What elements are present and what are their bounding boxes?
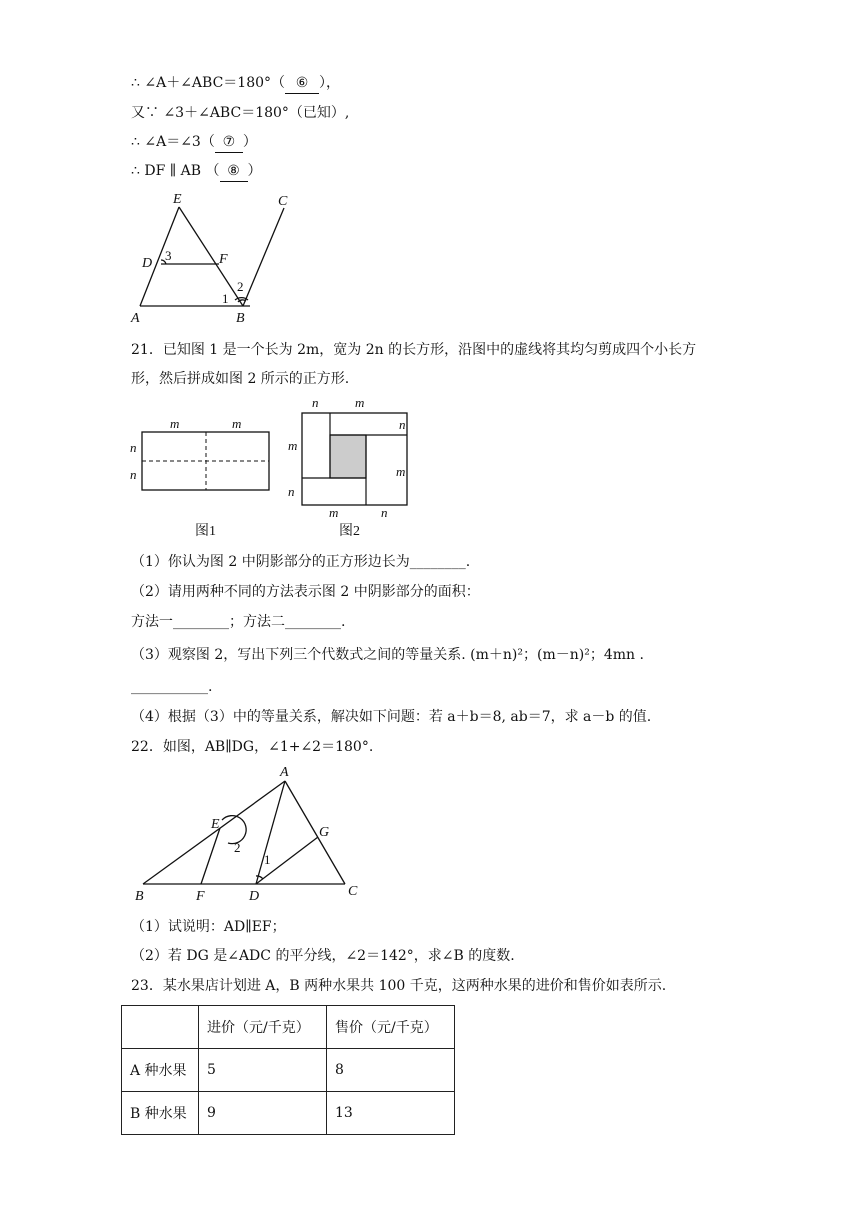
fig2-label-m-bottom: m bbox=[329, 505, 339, 520]
label-E: E bbox=[173, 192, 182, 207]
label-F: F bbox=[196, 889, 205, 902]
fig2-label-n-bottom: n bbox=[381, 505, 388, 520]
proof-line-2: 又∵ ∠3＋∠ABC＝180°（已知）, bbox=[131, 105, 350, 121]
q23-stem: 23．某水果店计划进 A，B 两种水果共 100 千克，这两种水果的进价和售价如表所示. bbox=[131, 978, 667, 994]
label-F: F bbox=[219, 252, 228, 267]
fig2-caption: 图2 bbox=[339, 524, 360, 539]
q21-part-3: （3）观察图 2，写出下列三个代数式之间的等量关系. (m＋n)²；(m－n)²；4mn . bbox=[131, 647, 644, 663]
fig1-label-n-bottom: n bbox=[130, 467, 137, 482]
q22-stem: 22．如图，AB∥DG，∠1+∠2＝180°. bbox=[131, 739, 374, 755]
fig1-label-n-top: n bbox=[130, 440, 137, 455]
proof-line-4 bbox=[131, 161, 262, 182]
proof-blank-8: ⑧ bbox=[220, 161, 248, 182]
q21-part-3-blank: ___________. bbox=[131, 679, 213, 695]
fig2-label-n-top: n bbox=[312, 395, 319, 410]
fig2-label-m-top: m bbox=[355, 395, 365, 410]
label-D: D bbox=[249, 889, 260, 902]
proof-line-1-post: ）， bbox=[319, 75, 341, 91]
table-cell: 8 bbox=[327, 1049, 455, 1092]
q21-part-4: （4）根据（3）中的等量关系，解决如下问题：若 a＋b＝8, ab＝7，求 a－b 的值. bbox=[131, 709, 652, 725]
fig1-label-m-right: m bbox=[232, 416, 242, 431]
proof-line-3-pre: ∴ ∠A＝∠3（ bbox=[131, 134, 215, 150]
q21-part-1: （1）你认为图 2 中阴影部分的正方形边长为________. bbox=[131, 554, 471, 570]
segment-EF bbox=[201, 828, 220, 884]
label-angle-3: 3 bbox=[165, 248, 172, 263]
segment-EB bbox=[179, 207, 243, 306]
label-C: C bbox=[348, 884, 358, 899]
table-cell: A 种水果 bbox=[122, 1049, 199, 1092]
proof-line-4-post: ） bbox=[247, 163, 262, 179]
label-C: C bbox=[278, 194, 288, 209]
label-angle-2: 2 bbox=[237, 279, 244, 294]
fig2-shaded-square bbox=[330, 435, 366, 478]
label-E: E bbox=[211, 817, 220, 832]
label-G: G bbox=[319, 825, 330, 840]
fig2-label-m-left: m bbox=[288, 438, 298, 453]
table-header-cell: 进价（元/千克） bbox=[199, 1006, 327, 1049]
figure-q20 bbox=[125, 188, 305, 328]
fig1-caption: 图1 bbox=[195, 524, 216, 539]
segment-BA bbox=[143, 781, 285, 884]
fig2-label-n-left: n bbox=[288, 484, 295, 499]
label-angle-1: 1 bbox=[264, 852, 271, 867]
fig1-label-m-left: m bbox=[170, 416, 180, 431]
q22-part-1: （1）试说明：AD∥EF； bbox=[131, 919, 286, 935]
table-header-cell: 售价（元/千克） bbox=[327, 1006, 455, 1049]
table-cell: B 种水果 bbox=[122, 1092, 199, 1135]
price-table bbox=[121, 1005, 455, 1135]
segment-AD bbox=[256, 781, 285, 884]
segment-AC bbox=[285, 781, 345, 884]
label-B: B bbox=[236, 311, 245, 326]
table-header-row bbox=[122, 1006, 455, 1049]
proof-blank-6: ⑥ bbox=[285, 73, 319, 94]
table-header-cell bbox=[122, 1006, 199, 1049]
segment-BC bbox=[243, 208, 284, 306]
label-angle-2: 2 bbox=[234, 840, 241, 855]
table-row bbox=[122, 1092, 455, 1135]
q21-part-2-methods: 方法一________；方法二________. bbox=[131, 614, 346, 630]
proof-line-4-pre: ∴ DF ∥ AB （ bbox=[131, 163, 220, 179]
label-A: A bbox=[280, 765, 289, 780]
fig2-label-n-right: n bbox=[399, 417, 406, 432]
fig2-label-m-right: m bbox=[396, 464, 406, 479]
q21-stem-line-2: 形，然后拼成如图 2 所示的正方形. bbox=[131, 371, 350, 387]
figure-q21 bbox=[125, 392, 425, 542]
label-D: D bbox=[142, 256, 153, 271]
proof-line-3 bbox=[131, 132, 257, 153]
proof-line-1 bbox=[131, 73, 340, 94]
label-angle-1: 1 bbox=[222, 291, 229, 306]
q21-stem-line-1: 21．已知图 1 是一个长为 2m，宽为 2n 的长方形，沿图中的虚线将其均匀剪成四个小长方 bbox=[131, 342, 697, 358]
table-cell: 13 bbox=[327, 1092, 455, 1135]
proof-blank-7: ⑦ bbox=[215, 132, 243, 153]
proof-line-1-pre: ∴ ∠A＋∠ABC＝180°（ bbox=[131, 75, 286, 91]
q22-part-2: （2）若 DG 是∠ADC 的平分线，∠2＝142°，求∠B 的度数. bbox=[131, 948, 515, 964]
table-row bbox=[122, 1049, 455, 1092]
figure-q22 bbox=[125, 762, 375, 902]
label-A: A bbox=[131, 311, 140, 326]
q21-part-2: （2）请用两种不同的方法表示图 2 中阴影部分的面积： bbox=[131, 584, 480, 600]
label-B: B bbox=[135, 889, 144, 902]
table-cell: 5 bbox=[199, 1049, 327, 1092]
table-cell: 9 bbox=[199, 1092, 327, 1135]
proof-line-3-post: ） bbox=[242, 134, 257, 150]
